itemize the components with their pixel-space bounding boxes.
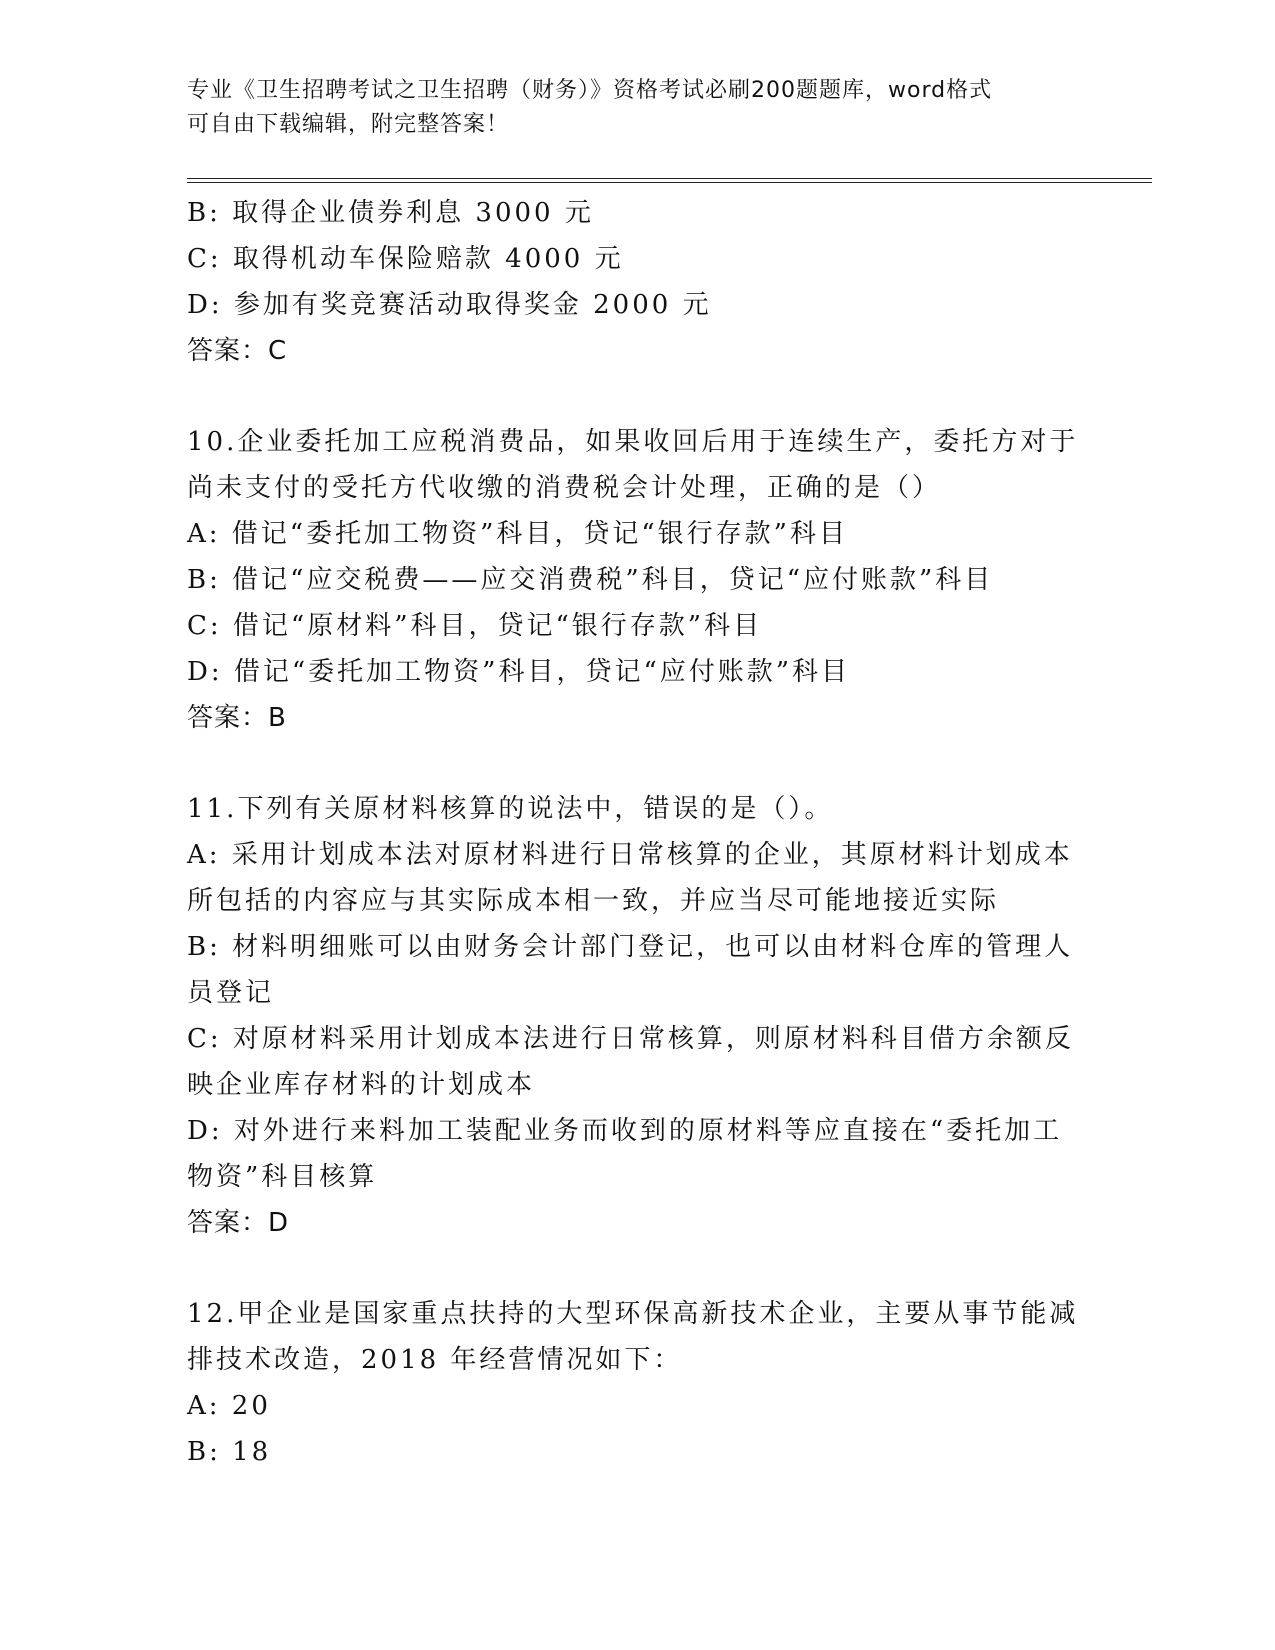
question-12-stem-line-2: 排技术改造，2018 年经营情况如下： (187, 1345, 683, 1375)
question-11-option-b-line-2: 员登记 (187, 978, 275, 1008)
question-10-option-b: B: 借记“应交税费——应交消费税”科目，贷记“应付账款”科目 (187, 565, 994, 595)
question-10-stem-line-1: 10.企业委托加工应税消费品，如果收回后用于连续生产，委托方对于 (187, 427, 1079, 457)
question-12-option-b: B: 18 (187, 1437, 272, 1467)
question-9-option-d: D: 参加有奖竞赛活动取得奖金 2000 元 (187, 290, 712, 320)
question-11-option-b-line-1: B: 材料明细账可以由财务会计部门登记，也可以由材料仓库的管理人 (187, 932, 1074, 962)
question-11-option-d-line-2: 物资”科目核算 (187, 1162, 378, 1192)
spacer (187, 1246, 1087, 1291)
spacer (187, 741, 1087, 786)
header-title-line-1: 专业《卫生招聘考试之卫生招聘（财务）》资格考试必刷200题题库，word格式 (187, 78, 993, 103)
question-10-option-a: A: 借记“委托加工物资”科目，贷记“银行存款”科目 (187, 519, 848, 549)
question-9 (187, 190, 1087, 374)
question-11-option-c-line-1: C: 对原材料采用计划成本法进行日常核算，则原材料科目借方余额反 (187, 1024, 1074, 1054)
spacer (187, 374, 1087, 419)
header-title-line-2: 可自由下载编辑，附完整答案！ (187, 112, 510, 137)
question-9-option-b: B: 取得企业债券利息 3000 元 (187, 198, 594, 228)
question-11-option-c-line-2: 映企业库存材料的计划成本 (187, 1070, 536, 1100)
question-11-option-a-line-2: 所包括的内容应与其实际成本相一致，并应当尽可能地接近实际 (187, 886, 1000, 916)
question-list (187, 190, 1087, 1475)
question-11-option-a-line-1: A: 采用计划成本法对原材料进行日常核算的企业，其原材料计划成本 (187, 840, 1073, 870)
question-10-answer: 答案：B (187, 703, 287, 733)
question-12-stem-line-1: 12.甲企业是国家重点扶持的大型环保高新技术企业，主要从事节能减 (187, 1299, 1079, 1329)
question-11-answer: 答案：D (187, 1208, 290, 1238)
header-divider-bottom (187, 182, 1152, 183)
question-9-option-c: C: 取得机动车保险赔款 4000 元 (187, 244, 624, 274)
question-12-option-a: A: 20 (187, 1391, 271, 1421)
document-header (187, 74, 1087, 142)
question-10-option-c: C: 借记“原材料”科目，贷记“银行存款”科目 (187, 611, 763, 641)
question-11-option-d-line-1: D: 对外进行来料加工装配业务而收到的原材料等应直接在“委托加工 (187, 1116, 1063, 1146)
question-10-option-d: D: 借记“委托加工物资”科目，贷记“应付账款”科目 (187, 657, 851, 687)
question-11 (187, 786, 1087, 1246)
question-12 (187, 1291, 1087, 1475)
question-10-stem-line-2: 尚未支付的受托方代收缴的消费税会计处理，正确的是（） (187, 473, 942, 503)
header-divider-top (187, 178, 1152, 179)
question-10 (187, 419, 1087, 741)
question-9-answer: 答案：C (187, 336, 288, 366)
question-11-stem: 11.下列有关原材料核算的说法中，错误的是（）。 (187, 794, 834, 824)
